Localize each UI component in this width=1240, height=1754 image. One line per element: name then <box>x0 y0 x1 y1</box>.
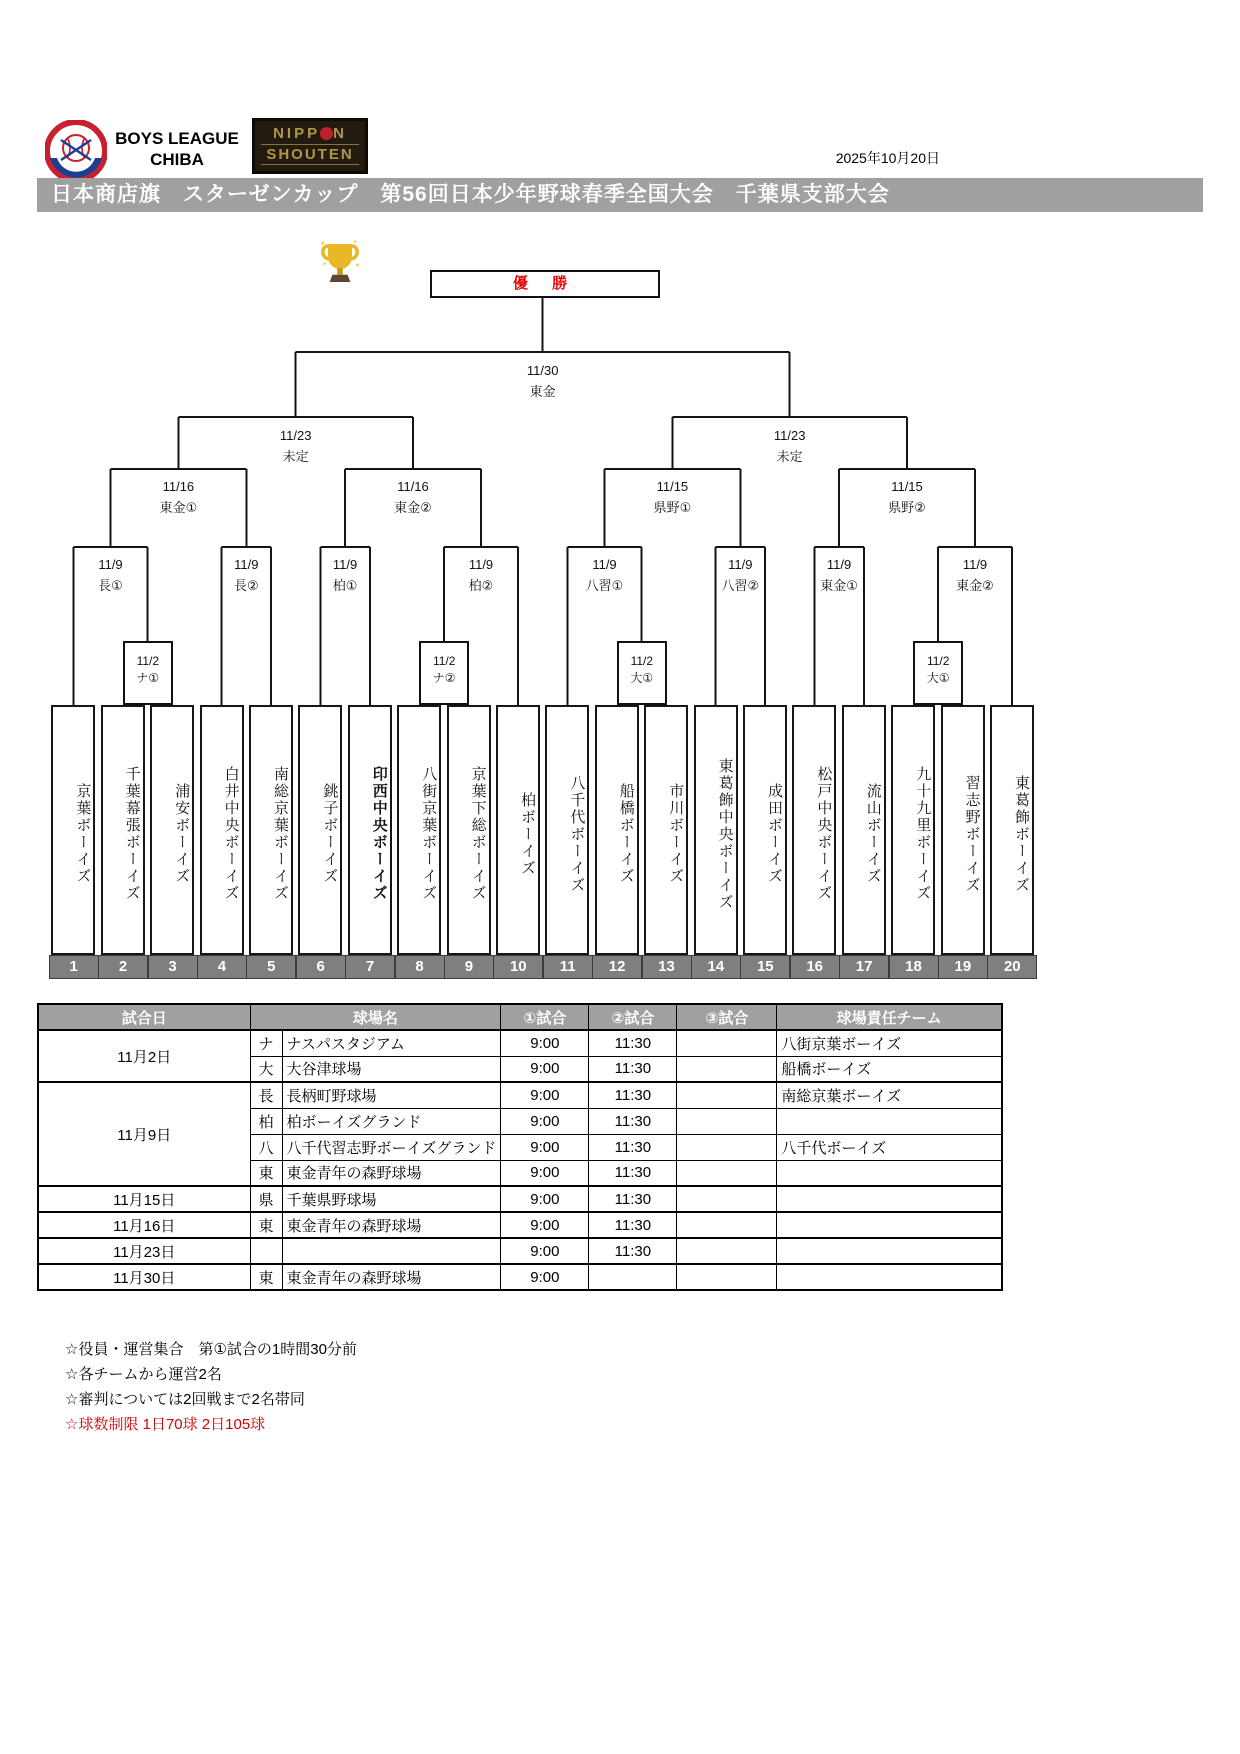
r16-6-date: 11/9 <box>728 557 753 572</box>
team-box-1: 京葉ボーイズ <box>51 705 95 955</box>
schedule-row <box>38 1238 1002 1264</box>
seed-number-3: 3 <box>148 955 198 979</box>
team-box-17: 流山ボーイズ <box>842 705 886 955</box>
r16-3-venue: 柏① <box>332 578 358 593</box>
venue-abbr: 八 <box>250 1134 282 1160</box>
date-cell: 11月23日 <box>38 1238 250 1264</box>
r1-2-venue: ナ② <box>432 671 456 685</box>
venue-abbr: 柏 <box>250 1108 282 1134</box>
venue-abbr: 大 <box>250 1056 282 1082</box>
first-round-box-1 <box>123 641 173 705</box>
game1-time: 9:00 <box>501 1056 589 1082</box>
qf1-venue: 東金① <box>159 500 198 515</box>
venue-name: 柏ボーイズグランド <box>282 1108 501 1134</box>
first-round-box-4 <box>913 641 963 705</box>
nippon-text-n: N <box>333 125 347 142</box>
game3-time <box>677 1108 777 1134</box>
resp-team <box>777 1212 1002 1238</box>
seed-number-18: 18 <box>889 955 939 979</box>
nippon-shouten-line2: SHOUTEN <box>261 144 359 165</box>
game2-time: 11:30 <box>589 1212 677 1238</box>
venue-name: 東金青年の森野球場 <box>282 1212 501 1238</box>
date-cell: 11月9日 <box>38 1082 250 1186</box>
qf4-date: 11/15 <box>891 479 923 494</box>
date-cell: 11月2日 <box>38 1030 250 1082</box>
team-box-8: 八街京葉ボーイズ <box>397 705 441 955</box>
game2-time: 11:30 <box>589 1160 677 1186</box>
qf1-date: 11/16 <box>162 479 195 494</box>
r16-5-label <box>586 554 624 596</box>
resp-team: 八街京葉ボーイズ <box>777 1030 1002 1056</box>
game1-time: 9:00 <box>501 1108 589 1134</box>
resp-team <box>777 1108 1002 1134</box>
nippon-shouten-line1 <box>255 125 365 142</box>
trophy-icon <box>316 238 364 290</box>
col-header-game1: ①試合 <box>501 1004 589 1030</box>
team-box-4: 白井中央ボーイズ <box>200 705 244 955</box>
game2-time: 11:30 <box>589 1134 677 1160</box>
schedule-row <box>38 1186 1002 1212</box>
venue-name: 東金青年の森野球場 <box>282 1160 501 1186</box>
r16-8-label <box>956 554 994 596</box>
team-box-3: 浦安ボーイズ <box>150 705 194 955</box>
r16-4-date: 11/9 <box>468 557 494 572</box>
qf2-date: 11/16 <box>397 479 429 494</box>
game2-time: 11:30 <box>589 1186 677 1212</box>
schedule-row <box>38 1082 1002 1108</box>
r16-1-label <box>98 554 123 596</box>
r16-3-date: 11/9 <box>332 557 358 572</box>
quarterfinal-2-label <box>394 476 432 518</box>
venue-abbr: 東 <box>250 1264 282 1290</box>
game2-time: 11:30 <box>589 1238 677 1264</box>
r16-1-venue: 長① <box>98 578 123 593</box>
r16-4-label <box>469 554 494 596</box>
game1-time: 9:00 <box>501 1030 589 1056</box>
qf3-date: 11/15 <box>656 479 689 494</box>
team-box-11: 八千代ボーイズ <box>545 705 589 955</box>
r16-5-venue: 八習① <box>585 578 624 593</box>
game2-time: 11:30 <box>589 1108 677 1134</box>
col-header-game3: ③試合 <box>677 1004 777 1030</box>
game3-time <box>677 1212 777 1238</box>
seed-number-5: 5 <box>246 955 296 979</box>
schedule-header-row <box>38 1004 1002 1030</box>
seed-number-6: 6 <box>296 955 346 979</box>
game1-time: 9:00 <box>501 1238 589 1264</box>
venue-name: 東金青年の森野球場 <box>282 1264 501 1290</box>
boys-league-emblem-icon <box>45 120 107 182</box>
col-header-venue: 球場名 <box>250 1004 501 1030</box>
semifinal-2-date: 11/23 <box>773 428 806 443</box>
r1-2-date: 11/2 <box>432 654 456 668</box>
team-box-10: 柏ボーイズ <box>496 705 540 955</box>
venue-abbr <box>250 1238 282 1264</box>
resp-team <box>777 1238 1002 1264</box>
r16-8-venue: 東金② <box>956 578 994 593</box>
game1-time: 9:00 <box>501 1212 589 1238</box>
r16-7-date: 11/9 <box>826 557 852 572</box>
venue-name <box>282 1238 501 1264</box>
quarterfinal-3-label <box>654 476 692 518</box>
qf2-venue: 東金② <box>394 500 432 515</box>
col-header-date: 試合日 <box>38 1004 250 1030</box>
game3-time <box>677 1134 777 1160</box>
seed-number-4: 4 <box>197 955 247 979</box>
venue-name: ナスパスタジアム <box>282 1030 501 1056</box>
r1-3-venue: 大① <box>630 671 654 685</box>
game3-time <box>677 1082 777 1108</box>
quarterfinal-1-label <box>160 476 198 518</box>
note-pitch-limit: ☆球数制限 1日70球 2日105球 <box>65 1416 266 1433</box>
team-box-14: 東葛飾中央ボーイズ <box>694 705 738 955</box>
r16-4-venue: 柏② <box>468 578 494 593</box>
venue-abbr: 東 <box>250 1212 282 1238</box>
date-cell: 11月30日 <box>38 1264 250 1290</box>
first-round-box-3 <box>617 641 667 705</box>
r1-4-venue: 大① <box>926 671 950 685</box>
semifinal-1-label <box>280 425 312 467</box>
game3-time <box>677 1056 777 1082</box>
game1-time: 9:00 <box>501 1264 589 1290</box>
schedule-table <box>37 1003 1003 1291</box>
game3-time <box>677 1238 777 1264</box>
note-umpires: ☆審判については2回戦まで2名帯同 <box>65 1391 305 1408</box>
seed-number-12: 12 <box>592 955 642 979</box>
note-meeting: ☆役員・運営集合 第①試合の1時間30分前 <box>65 1341 357 1358</box>
seed-number-20: 20 <box>987 955 1037 979</box>
team-box-7: 印西中央ボーイズ <box>348 705 392 955</box>
final-date: 11/30 <box>526 363 559 378</box>
venue-name: 大谷津球場 <box>282 1056 501 1082</box>
boys-league-line1: BOYS LEAGUE <box>115 129 239 148</box>
col-header-resp: 球場責任チーム <box>777 1004 1002 1030</box>
game3-time <box>677 1160 777 1186</box>
seed-number-8: 8 <box>395 955 445 979</box>
team-box-16: 松戸中央ボーイズ <box>792 705 836 955</box>
final-venue: 東金 <box>529 384 556 399</box>
resp-team: 南総京葉ボーイズ <box>777 1082 1002 1108</box>
game2-time: 11:30 <box>589 1056 677 1082</box>
game2-time: 11:30 <box>589 1082 677 1108</box>
team-box-19: 習志野ボーイズ <box>941 705 985 955</box>
game2-time: 11:30 <box>589 1030 677 1056</box>
red-sun-icon <box>320 127 333 140</box>
r16-6-label <box>721 554 759 596</box>
venue-name: 八千代習志野ボーイズグランド <box>282 1134 501 1160</box>
r16-7-label <box>820 554 858 596</box>
nippon-text: NIPP <box>273 125 321 142</box>
qf4-venue: 県野② <box>888 500 926 515</box>
seed-number-14: 14 <box>691 955 741 979</box>
game1-time: 9:00 <box>501 1134 589 1160</box>
footer-notes <box>65 1337 357 1437</box>
game3-time <box>677 1030 777 1056</box>
seed-number-2: 2 <box>98 955 148 979</box>
team-box-6: 銚子ボーイズ <box>298 705 342 955</box>
r16-8-date: 11/9 <box>962 557 988 572</box>
venue-abbr: 東 <box>250 1160 282 1186</box>
semifinal-1-date: 11/23 <box>279 428 312 443</box>
game2-time <box>589 1264 677 1290</box>
game3-time <box>677 1264 777 1290</box>
game1-time: 9:00 <box>501 1186 589 1212</box>
tournament-title: 日本商店旗 スターゼンカップ 第56回日本少年野球春季全国大会 千葉県支部大会 <box>37 178 1203 212</box>
final-label <box>527 360 559 402</box>
seed-number-13: 13 <box>642 955 692 979</box>
quarterfinal-4-label <box>888 476 926 518</box>
boys-league-logo-text <box>112 128 242 170</box>
game1-time: 9:00 <box>501 1160 589 1186</box>
r1-1-venue: ナ① <box>136 671 160 685</box>
venue-abbr: ナ <box>250 1030 282 1056</box>
semifinal-2-label <box>774 425 806 467</box>
team-box-20: 東葛飾ボーイズ <box>990 705 1034 955</box>
r1-4-date: 11/2 <box>926 654 950 668</box>
semifinal-1-venue: 未定 <box>282 449 309 464</box>
venue-name: 長柄町野球場 <box>282 1082 501 1108</box>
team-box-2: 千葉幕張ボーイズ <box>101 705 145 955</box>
seed-number-16: 16 <box>790 955 840 979</box>
schedule-row <box>38 1264 1002 1290</box>
seed-number-11: 11 <box>543 955 593 979</box>
nippon-shouten-logo <box>252 118 368 174</box>
schedule-row <box>38 1212 1002 1238</box>
team-box-5: 南総京葉ボーイズ <box>249 705 293 955</box>
game1-time: 9:00 <box>501 1082 589 1108</box>
r16-5-date: 11/9 <box>592 557 617 572</box>
r16-6-venue: 八習② <box>721 578 760 593</box>
r16-7-venue: 東金① <box>820 578 858 593</box>
r16-2-label <box>234 554 259 596</box>
venue-abbr: 長 <box>250 1082 282 1108</box>
game3-time <box>677 1186 777 1212</box>
document-date: 2025年10月20日 <box>835 150 940 166</box>
resp-team <box>777 1186 1002 1212</box>
seed-number-7: 7 <box>345 955 395 979</box>
r1-3-date: 11/2 <box>630 654 654 668</box>
team-box-15: 成田ボーイズ <box>743 705 787 955</box>
resp-team: 八千代ボーイズ <box>777 1134 1002 1160</box>
r16-1-date: 11/9 <box>98 557 123 572</box>
r16-2-venue: 長② <box>233 578 259 593</box>
r1-1-date: 11/2 <box>136 654 160 668</box>
resp-team <box>777 1160 1002 1186</box>
venue-abbr: 県 <box>250 1186 282 1212</box>
resp-team: 船橋ボーイズ <box>777 1056 1002 1082</box>
semifinal-2-venue: 未定 <box>776 449 803 464</box>
resp-team <box>777 1264 1002 1290</box>
r16-2-date: 11/9 <box>234 557 259 572</box>
boys-league-line2: CHIBA <box>150 150 204 169</box>
schedule-row <box>38 1030 1002 1056</box>
qf3-venue: 県野① <box>653 500 692 515</box>
team-box-12: 船橋ボーイズ <box>595 705 639 955</box>
first-round-box-2 <box>419 641 469 705</box>
col-header-game2: ②試合 <box>589 1004 677 1030</box>
venue-name: 千葉県野球場 <box>282 1186 501 1212</box>
seed-number-1: 1 <box>49 955 99 979</box>
seed-number-9: 9 <box>444 955 494 979</box>
team-box-18: 九十九里ボーイズ <box>891 705 935 955</box>
seed-number-19: 19 <box>938 955 988 979</box>
note-staff: ☆各チームから運営2名 <box>65 1366 222 1383</box>
seed-number-10: 10 <box>493 955 543 979</box>
seed-number-17: 17 <box>839 955 889 979</box>
team-box-13: 市川ボーイズ <box>644 705 688 955</box>
r16-3-label <box>333 554 358 596</box>
champion-box: 優 勝 <box>430 270 660 298</box>
date-cell: 11月15日 <box>38 1186 250 1212</box>
date-cell: 11月16日 <box>38 1212 250 1238</box>
seed-number-15: 15 <box>740 955 790 979</box>
team-box-9: 京葉下総ボーイズ <box>447 705 491 955</box>
